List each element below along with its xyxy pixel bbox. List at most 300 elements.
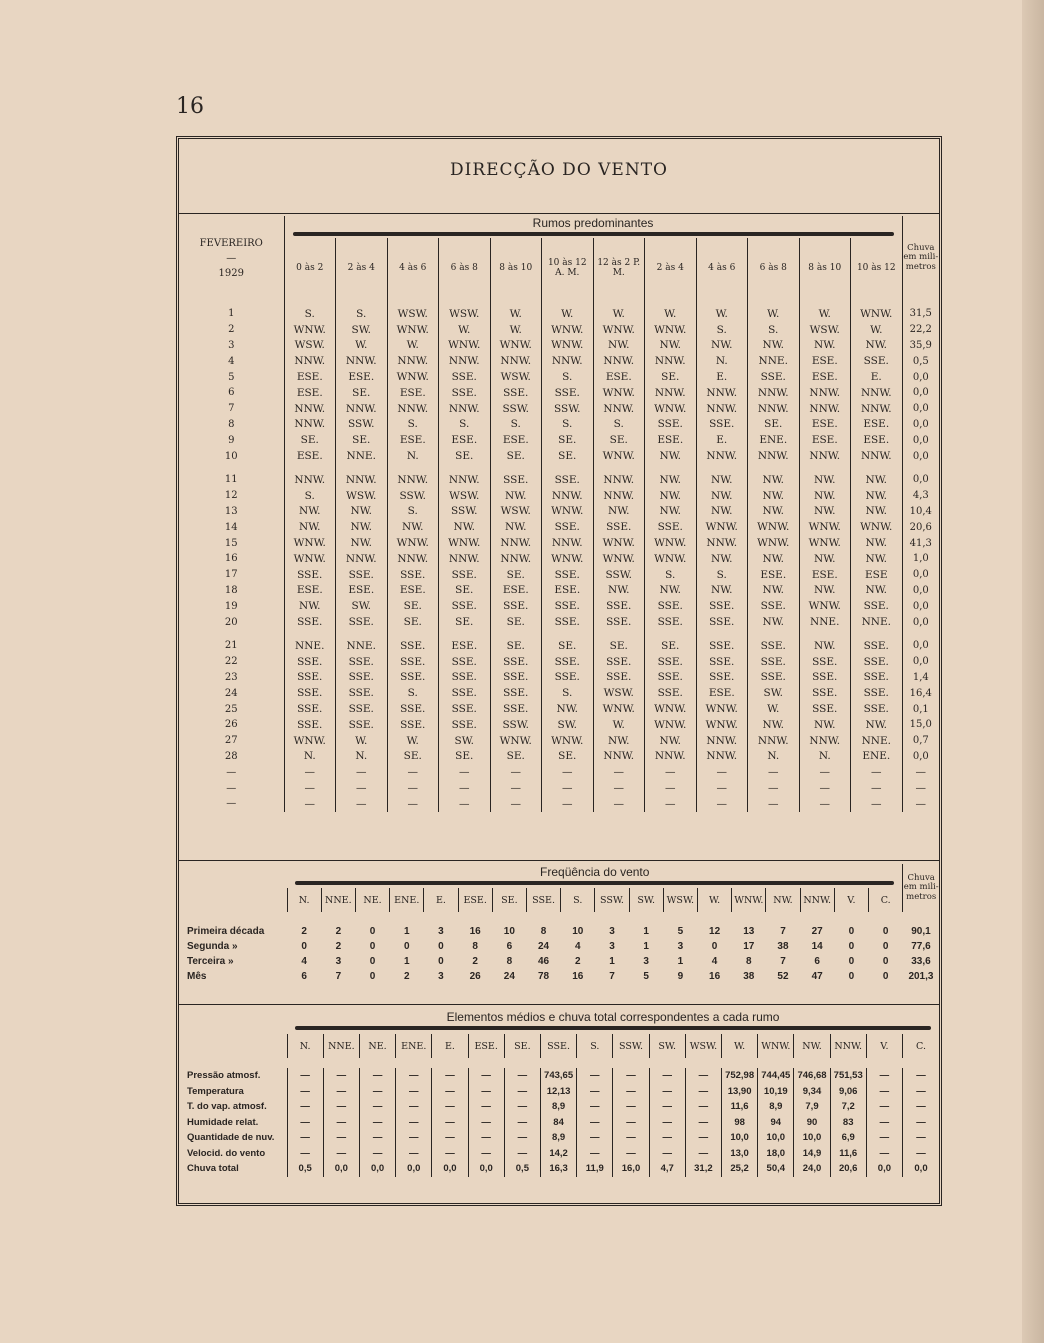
direction-cell: NW. (696, 338, 748, 354)
direction-cell: WNW. (593, 448, 645, 464)
direction-cell: SE. (490, 638, 542, 654)
freq-cell: 0 (848, 956, 855, 967)
direction-cell: NNW. (284, 472, 336, 488)
direction-cell: SE. (490, 614, 542, 630)
direction-cell: S. (490, 417, 542, 433)
direction-cell: N. (336, 749, 388, 765)
direction-cell: ENE. (851, 749, 903, 765)
gap-cell (645, 630, 697, 638)
elem-column-header: S. (577, 1034, 613, 1058)
direction-cell: WNW. (490, 338, 542, 354)
direction-cell: WNW. (284, 733, 336, 749)
freq-rain-cell: 77,6 (911, 941, 931, 952)
rain-cell: 0,0 (902, 583, 939, 599)
direction-cell: SSE. (284, 685, 336, 701)
direction-cell: WNW. (645, 535, 697, 551)
elem-cell: — (323, 1146, 359, 1162)
direction-cell: SSE. (439, 701, 491, 717)
direction-cell: WSW. (490, 369, 542, 385)
day-number: 23 (224, 671, 238, 683)
elem-cell: 16,3 (540, 1161, 576, 1177)
direction-cell: W. (542, 300, 594, 322)
day-number: 5 (228, 371, 235, 383)
elem-cell: — (504, 1084, 540, 1100)
elem-column-header: V. (866, 1034, 902, 1058)
freq-cell: 24 (503, 971, 515, 982)
elem-cell: 4,7 (649, 1161, 685, 1177)
elem-cell: 0,0 (903, 1161, 939, 1177)
elem-column-header: NE. (359, 1034, 395, 1058)
page-title: DIRECÇÃO DO VENTO (450, 160, 668, 180)
freq-column-header: W. (697, 888, 731, 912)
direction-cell: SSE. (336, 614, 388, 630)
direction-cell: NW. (851, 504, 903, 520)
freq-cell: 4 (574, 941, 581, 952)
time-column-header: 0 às 2 (284, 238, 336, 300)
elem-cell: — (577, 1130, 613, 1146)
direction-cell: WSW. (284, 338, 336, 354)
direction-cell: SSW. (336, 417, 388, 433)
direction-cell: NW. (748, 472, 800, 488)
day-number: 6 (228, 387, 235, 399)
direction-cell: SSE. (593, 670, 645, 686)
dash-cell: — (851, 780, 903, 796)
direction-cell: ESE. (799, 567, 851, 583)
freq-cell: 52 (777, 971, 789, 982)
dash-cell: — (593, 764, 645, 780)
gap-cell (179, 464, 284, 472)
table-row (179, 670, 939, 686)
table-row (179, 583, 939, 599)
direction-cell: SSW. (439, 504, 491, 520)
direction-cell: ESE. (799, 417, 851, 433)
elem-cell: — (287, 1115, 323, 1131)
rain-cell: 22,2 (902, 322, 939, 338)
elem-cell: — (468, 1130, 504, 1146)
direction-cell: NNW. (336, 551, 388, 567)
elem-title-cell (287, 1008, 939, 1034)
elem-cell: — (685, 1084, 721, 1100)
direction-cell: NW. (645, 472, 697, 488)
direction-cell: ESE. (387, 385, 439, 401)
elem-cell: 11,9 (577, 1161, 613, 1177)
table-row (179, 401, 939, 417)
direction-cell: WNW. (645, 401, 697, 417)
group-gap (179, 464, 939, 472)
direction-cell: ESE. (696, 685, 748, 701)
dash-cell: — (284, 796, 336, 812)
elem-cell: 94 (758, 1115, 794, 1131)
rain-cell: 0,0 (902, 448, 939, 464)
elem-cell: — (396, 1068, 432, 1084)
dash-cell: — (645, 764, 697, 780)
direction-cell: WNW. (284, 322, 336, 338)
elem-cell: — (504, 1130, 540, 1146)
table-row (179, 733, 939, 749)
direction-cell: SSE. (336, 717, 388, 733)
elem-cell: — (577, 1115, 613, 1131)
direction-cell: NNW. (387, 472, 439, 488)
elem-cell: — (396, 1130, 432, 1146)
day-number: 24 (224, 687, 238, 699)
gap-cell (336, 630, 388, 638)
direction-cell: SSE. (439, 685, 491, 701)
elem-cell: — (323, 1130, 359, 1146)
direction-cell: NNW. (696, 733, 748, 749)
direction-cell: SSE. (336, 670, 388, 686)
direction-cell: S. (439, 417, 491, 433)
elem-cell: 752,98 (722, 1068, 758, 1084)
direction-cell: NNW. (593, 488, 645, 504)
elem-cell: 7,9 (794, 1099, 830, 1115)
gap-cell (851, 464, 903, 472)
elem-cell: 10,19 (758, 1084, 794, 1100)
direction-cell: NW. (799, 504, 851, 520)
elem-cell: 14,2 (540, 1146, 576, 1162)
direction-cell: WSW. (593, 685, 645, 701)
rain-cell: 0,0 (902, 472, 939, 488)
elem-cell: — (903, 1068, 939, 1084)
time-column-header: 4 às 6 (696, 238, 748, 300)
direction-cell: NNW. (387, 353, 439, 369)
elem-cell: — (504, 1099, 540, 1115)
elem-cell: 98 (722, 1115, 758, 1131)
elem-cell: 0,0 (468, 1161, 504, 1177)
direction-cell: NNW. (696, 448, 748, 464)
freq-cell: 2 (403, 971, 410, 982)
rain-cell: 0,0 (902, 638, 939, 654)
direction-cell: NW. (542, 701, 594, 717)
direction-cell: ESE. (593, 369, 645, 385)
direction-cell: NW. (645, 583, 697, 599)
direction-cell: S. (284, 488, 336, 504)
rain-cell: 31,5 (902, 300, 939, 322)
elem-divider (179, 1004, 939, 1005)
direction-cell: WSW. (387, 300, 439, 322)
direction-cell: W. (336, 338, 388, 354)
gap-cell (748, 464, 800, 472)
elem-spacer (179, 1058, 939, 1068)
direction-cell: WNW. (542, 504, 594, 520)
direction-cell: NNW. (799, 385, 851, 401)
direction-cell: SSE. (696, 614, 748, 630)
freq-column-header: SSW. (595, 888, 629, 912)
direction-cell: NNW. (645, 353, 697, 369)
rain-cell: 0,0 (902, 369, 939, 385)
direction-cell: WSW. (439, 300, 491, 322)
direction-cell: NNW. (593, 749, 645, 765)
direction-cell: NNW. (336, 401, 388, 417)
direction-cell: SSE. (748, 598, 800, 614)
direction-cell: NNW. (542, 535, 594, 551)
freq-column-header: SE. (492, 888, 526, 912)
elem-brace (295, 1026, 931, 1030)
day-number: 9 (228, 434, 235, 446)
direction-cell: NW. (748, 504, 800, 520)
dash-cell: — (696, 796, 748, 812)
direction-cell: NW. (284, 598, 336, 614)
direction-cell: SSE. (542, 614, 594, 630)
elem-cell: — (432, 1115, 468, 1131)
elem-cell: — (903, 1146, 939, 1162)
elem-cell: 746,68 (794, 1068, 830, 1084)
page-number: 16 (176, 94, 204, 119)
direction-cell: NW. (851, 535, 903, 551)
dash-cell: — (645, 796, 697, 812)
elem-cell: — (359, 1115, 395, 1131)
day-number: 28 (224, 750, 238, 762)
freq-cell: 1 (609, 956, 615, 967)
elem-cell: — (613, 1068, 649, 1084)
elem-cell: 9,34 (794, 1084, 830, 1100)
elem-cell: 13,0 (722, 1146, 758, 1162)
direction-cell: NW. (851, 551, 903, 567)
direction-cell: NNW. (748, 401, 800, 417)
direction-cell: SSE. (696, 638, 748, 654)
elem-cell: — (903, 1099, 939, 1115)
elem-cell: — (432, 1130, 468, 1146)
dash-cell: — (336, 796, 388, 812)
dash-cell: — (387, 764, 439, 780)
elem-cell: 743,65 (540, 1068, 576, 1084)
dash-cell: — (696, 780, 748, 796)
direction-cell: WNW. (799, 519, 851, 535)
direction-cell: SSE. (593, 654, 645, 670)
direction-cell: NW. (851, 717, 903, 733)
freq-cell: 3 (643, 956, 649, 967)
direction-cell: NW. (593, 583, 645, 599)
rain-cell: 35,9 (902, 338, 939, 354)
direction-cell: W. (387, 733, 439, 749)
freq-cell: 4 (301, 956, 307, 967)
elem-cell: 11,6 (722, 1099, 758, 1115)
direction-cell: SSE. (490, 654, 542, 670)
elem-cell: — (649, 1099, 685, 1115)
elem-cell: 25,2 (722, 1161, 758, 1177)
dash-cell: — (490, 780, 542, 796)
direction-cell: SSE. (645, 685, 697, 701)
direction-cell: SSE. (696, 598, 748, 614)
table-row (179, 338, 939, 354)
elem-cell: — (504, 1146, 540, 1162)
day-number: 4 (228, 355, 235, 367)
direction-cell: ESE. (284, 583, 336, 599)
rain-cell: 10,4 (902, 504, 939, 520)
elem-cell: 0,0 (866, 1161, 902, 1177)
direction-cell: SSE. (284, 670, 336, 686)
rumos-brace (293, 232, 894, 236)
direction-cell: NW. (799, 338, 851, 354)
direction-cell: W. (336, 733, 388, 749)
direction-cell: NW. (490, 519, 542, 535)
gap-cell (542, 630, 594, 638)
elem-cell: — (468, 1084, 504, 1100)
direction-cell: SSE. (593, 519, 645, 535)
direction-cell: ESE. (851, 417, 903, 433)
direction-cell: NNW. (336, 353, 388, 369)
direction-cell: SSE. (542, 598, 594, 614)
direction-cell: WSW. (336, 488, 388, 504)
elem-column-header: WNW. (758, 1034, 794, 1058)
elem-cell: 16,0 (613, 1161, 649, 1177)
direction-cell: S. (542, 369, 594, 385)
freq-cell: 78 (538, 971, 550, 982)
table-row (179, 535, 939, 551)
direction-cell: SSE. (645, 654, 697, 670)
direction-cell: NW. (696, 551, 748, 567)
freq-column-header: NW. (766, 888, 800, 912)
direction-cell: N. (387, 448, 439, 464)
freq-cell: 0 (438, 956, 444, 967)
elem-cell: — (396, 1084, 432, 1100)
dash-cell: — (284, 780, 336, 796)
dash-cell: — (542, 764, 594, 780)
direction-cell: NW. (645, 504, 697, 520)
direction-cell: WNW. (284, 551, 336, 567)
freq-blank-header (179, 888, 287, 912)
direction-cell: SSE. (851, 670, 903, 686)
gap-cell (902, 464, 939, 472)
direction-cell: SSE. (851, 598, 903, 614)
elem-cell: — (287, 1146, 323, 1162)
freq-cell: 7 (609, 971, 615, 982)
direction-cell: WNW. (387, 535, 439, 551)
direction-cell: WNW. (748, 535, 800, 551)
freq-cell: 26 (469, 971, 481, 982)
rain-cell: 0,0 (902, 598, 939, 614)
direction-cell: SSE. (439, 670, 491, 686)
direction-cell: S. (593, 417, 645, 433)
dash-cell: — (799, 796, 851, 812)
freq-cell: 0 (882, 941, 889, 952)
direction-cell: SSE. (748, 670, 800, 686)
direction-cell: NNW. (696, 749, 748, 765)
direction-cell: SSE. (851, 353, 903, 369)
elem-column-header: E. (432, 1034, 468, 1058)
direction-cell: WNW. (439, 535, 491, 551)
direction-cell: WNW. (645, 701, 697, 717)
direction-cell: SE. (490, 749, 542, 765)
freq-cell: 0 (369, 956, 376, 967)
freq-cell: 2 (574, 956, 581, 967)
elem-cell: 14,9 (794, 1146, 830, 1162)
direction-cell: NW. (284, 504, 336, 520)
direction-cell: NNW. (439, 472, 491, 488)
direction-cell: SSE. (799, 685, 851, 701)
elem-cell: 24,0 (794, 1161, 830, 1177)
rain-cell: 15,0 (902, 717, 939, 733)
freq-cell: 4 (711, 956, 718, 967)
elem-cell: — (685, 1068, 721, 1084)
direction-cell: NW. (645, 488, 697, 504)
freq-column-header: WNW. (732, 888, 766, 912)
direction-cell: NNW. (284, 401, 336, 417)
direction-cell: NW. (799, 638, 851, 654)
direction-cell: SSE. (851, 685, 903, 701)
direction-cell: WNW. (387, 369, 439, 385)
direction-cell: SE. (748, 417, 800, 433)
freq-cell: 0 (882, 926, 889, 937)
elem-cell: — (649, 1130, 685, 1146)
direction-cell: SSE. (336, 701, 388, 717)
table-row (179, 432, 939, 448)
dash-cell: — (336, 764, 388, 780)
direction-cell: NNE. (748, 353, 800, 369)
rain-cell: 0,7 (902, 733, 939, 749)
freq-cell: 3 (438, 971, 444, 982)
elem-cell: — (359, 1084, 395, 1100)
freq-cell: 7 (780, 956, 786, 967)
freq-cell: 46 (538, 956, 550, 967)
direction-cell: NNW. (593, 401, 645, 417)
freq-cell: 17 (743, 941, 755, 952)
direction-cell: ESE. (799, 369, 851, 385)
elem-title: Elementos médios e chuva total correspondentes a cada rumo (446, 1010, 780, 1024)
direction-cell: SSE. (336, 685, 388, 701)
elem-cell: — (359, 1146, 395, 1162)
time-column-header: 2 às 4 (336, 238, 388, 300)
direction-cell: NNW. (490, 535, 542, 551)
direction-cell: W. (593, 717, 645, 733)
direction-cell: NW. (799, 472, 851, 488)
direction-cell: S. (542, 417, 594, 433)
direction-cell: NW. (696, 472, 748, 488)
wind-direction-table (179, 216, 939, 812)
row-label: Primeira década (187, 926, 265, 937)
day-number: 12 (224, 490, 238, 502)
day-number: 27 (224, 735, 238, 747)
freq-cell: 0 (369, 926, 376, 937)
elem-column-header: C. (903, 1034, 939, 1058)
dash-cell: — (902, 780, 939, 796)
direction-cell: WSW. (799, 322, 851, 338)
gap-cell (851, 630, 903, 638)
freq-cell: 0 (848, 941, 855, 952)
elem-cell: 8,9 (540, 1130, 576, 1146)
day-number: 18 (224, 584, 238, 596)
direction-cell: WNW. (284, 535, 336, 551)
direction-cell: SSE. (490, 670, 542, 686)
freq-cell: 2 (335, 941, 342, 952)
freq-divider (179, 860, 939, 861)
direction-cell: SSE. (542, 654, 594, 670)
table-row (179, 1068, 939, 1084)
freq-cell: 1 (403, 956, 410, 967)
direction-cell: NW. (851, 338, 903, 354)
freq-column-header: SSE. (526, 888, 560, 912)
elem-cell: 0,0 (323, 1161, 359, 1177)
direction-cell: SSW. (387, 488, 439, 504)
rain-cell: 0,0 (902, 567, 939, 583)
table-row (179, 1130, 939, 1146)
direction-cell: SE. (645, 369, 697, 385)
rain-cell: 41,3 (902, 535, 939, 551)
direction-cell: SSE. (439, 598, 491, 614)
elem-cell: 0,0 (359, 1161, 395, 1177)
direction-cell: SE. (439, 749, 491, 765)
direction-cell: NNW. (799, 733, 851, 749)
direction-cell: WNW. (542, 733, 594, 749)
elem-cell: — (866, 1146, 902, 1162)
elem-cell: — (866, 1099, 902, 1115)
gap-cell (336, 464, 388, 472)
direction-cell: W. (490, 322, 542, 338)
gap-cell (490, 630, 542, 638)
dash-row (179, 780, 939, 796)
direction-cell: NNW. (490, 353, 542, 369)
freq-cell: 1 (677, 956, 684, 967)
direction-cell: WNW. (645, 322, 697, 338)
